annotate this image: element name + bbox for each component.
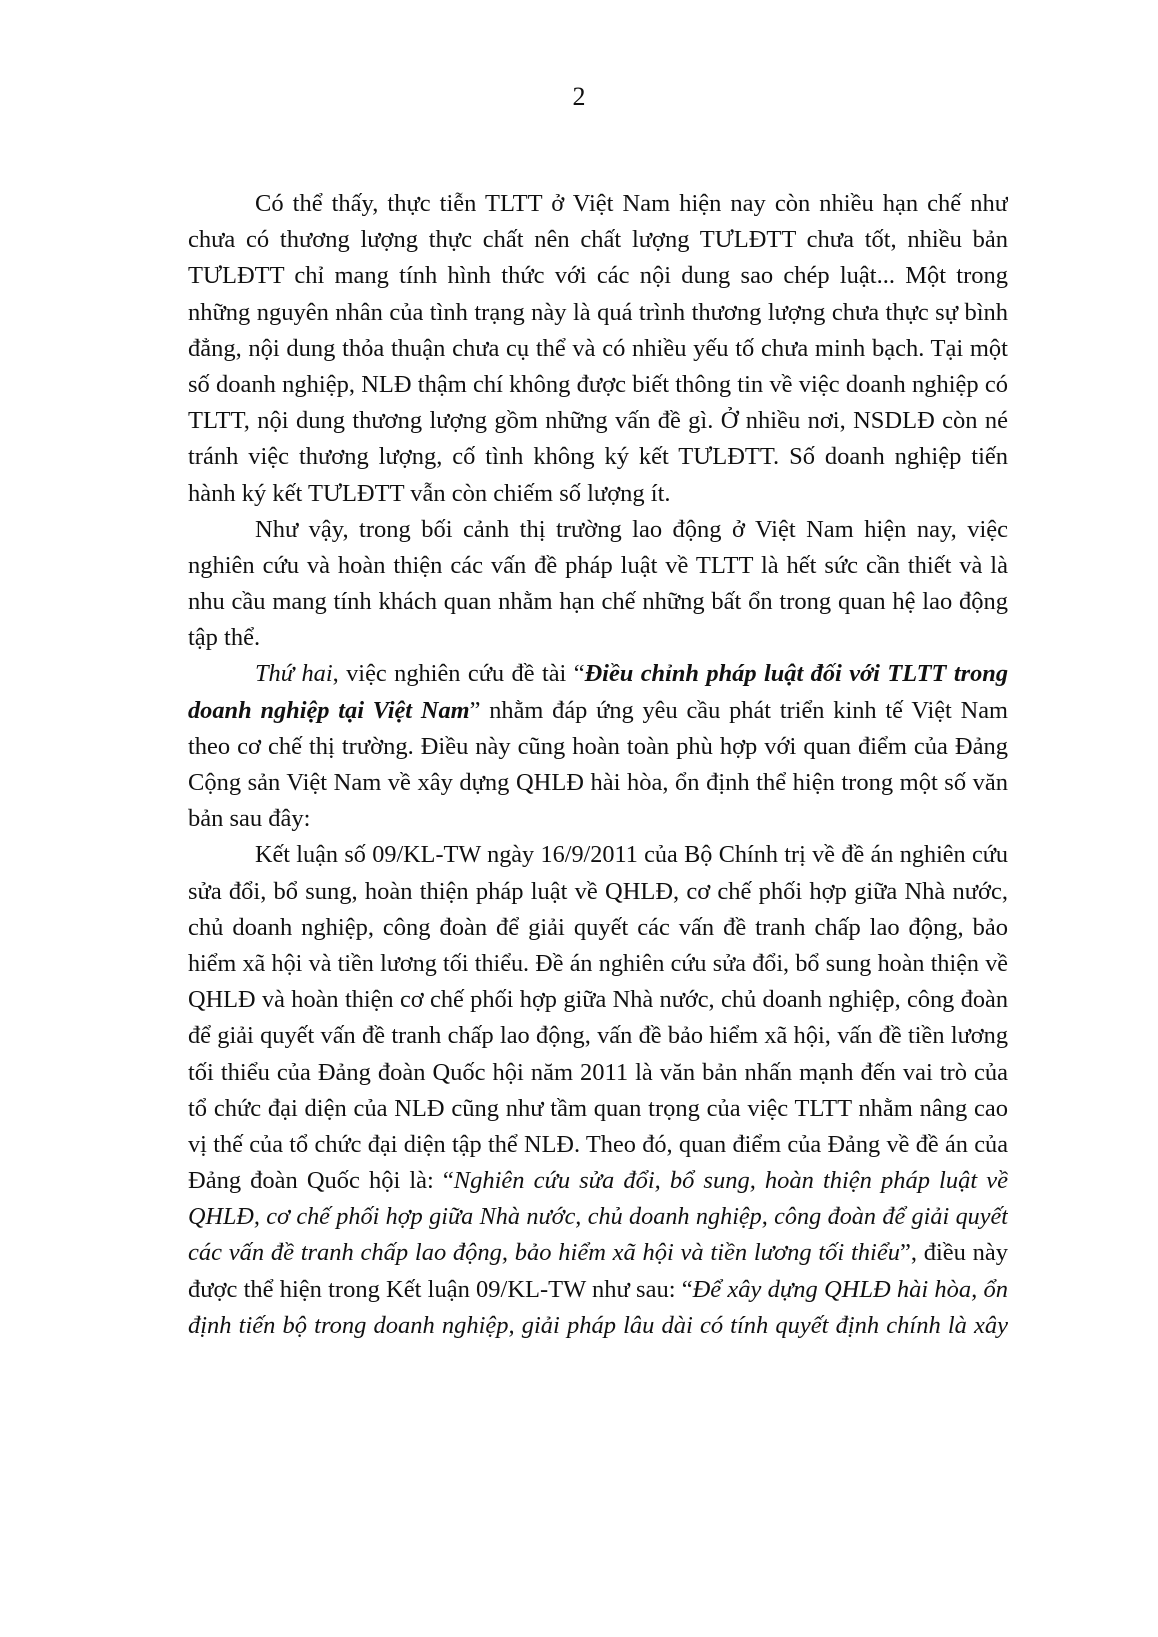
thesis-title-bold-italic: Điều chỉnh pháp luật đối với TLTT trong bbox=[584, 660, 1008, 688]
text-run: , việc nghiên cứu đề tài “ bbox=[332, 660, 585, 688]
text-run: ”, điều này bbox=[899, 1239, 1008, 1267]
text-run: chủ doanh nghiệp, công đoàn để giải quyết các vấn đề tranh chấp lao động, bảo bbox=[188, 913, 1008, 941]
text-line bbox=[188, 982, 1008, 1018]
text-run: Có thể thấy, thực tiễn TLTT ở Việt Nam hiện nay còn nhiều hạn chế như bbox=[255, 190, 1008, 217]
text-line bbox=[188, 693, 1008, 729]
text-run: tổ chức đại diện của NLĐ cũng như tầm quan trọng của việc TLTT nhằm nâng cao bbox=[188, 1094, 1008, 1122]
text-line bbox=[188, 1235, 1008, 1271]
thesis-title-bold-italic: doanh nghiệp tại Việt Nam bbox=[188, 696, 470, 724]
text-line bbox=[188, 765, 1008, 801]
text-run: những nguyên nhân của tình trạng này là quá trình thương lượng chưa thực sự bình bbox=[188, 298, 1008, 326]
text-run-italic: Thứ hai bbox=[255, 660, 333, 688]
text-run: số doanh nghiệp, NLĐ thậm chí không được biết thông tin về việc doanh nghiệp có bbox=[188, 370, 1008, 398]
text-run: QHLĐ và hoàn thiện cơ chế phối hợp giữa Nhà nước, chủ doanh nghiệp, công đoàn bbox=[188, 986, 1008, 1014]
text-run: Đảng đoàn Quốc hội là: “ bbox=[188, 1167, 454, 1195]
quote-italic: các vấn đề tranh chấp lao động, bảo hiểm xã hội và tiền lương tối thiểu bbox=[188, 1239, 900, 1267]
text-run: chưa có thương lượng thực chất nên chất lượng TƯLĐTT chưa tốt, nhiều bản bbox=[188, 226, 1008, 254]
text-line bbox=[188, 656, 1008, 692]
text-run: vị thế của tổ chức đại diện tập thể NLĐ. Theo đó, quan điểm của Đảng về đề án của bbox=[188, 1130, 1008, 1158]
text-run: đẳng, nội dung thỏa thuận chưa cụ thể và có nhiều yếu tố chưa minh bạch. Tại một bbox=[188, 334, 1008, 362]
text-line bbox=[188, 946, 1008, 982]
body-text bbox=[188, 186, 1008, 1344]
text-line bbox=[188, 222, 1008, 258]
text-run: TLTT, nội dung thương lượng gồm những vấn đề gì. Ở nhiều nơi, NSDLĐ còn né bbox=[188, 407, 1008, 435]
text-run: tối thiểu của Đảng đoàn Quốc hội năm 2011 là văn bản nhấn mạnh đến vai trò của bbox=[188, 1058, 1008, 1086]
text-run: tránh việc thương lượng, cố tình không ký kết TƯLĐTT. Số doanh nghiệp tiến bbox=[188, 443, 1008, 471]
text-line bbox=[188, 910, 1008, 946]
text-line bbox=[188, 439, 1008, 475]
text-run: hành ký kết TƯLĐTT vẫn còn chiếm số lượng ít. bbox=[188, 479, 671, 507]
text-run: hiểm xã hội và tiền lương tối thiểu. Đề án nghiên cứu sửa đổi, bổ sung hoàn thiện về bbox=[188, 950, 1008, 977]
text-run: Cộng sản Việt Nam về xây dựng QHLĐ hài hòa, ổn định thể hiện trong một số văn bbox=[188, 769, 1008, 796]
text-line bbox=[188, 367, 1008, 403]
text-run: tập thể. bbox=[188, 624, 261, 652]
text-run: Kết luận số 09/KL-TW ngày 16/9/2011 của Bộ Chính trị về đề án nghiên cứu bbox=[255, 841, 1008, 869]
text-line bbox=[188, 512, 1008, 548]
text-line bbox=[188, 1055, 1008, 1091]
text-run: nhu cầu mang tính khách quan nhằm hạn chế những bất ổn trong quan hệ lao động bbox=[188, 588, 1008, 616]
quote-italic: QHLĐ, cơ chế phối hợp giữa Nhà nước, chủ doanh nghiệp, công đoàn để giải quyết bbox=[188, 1203, 1008, 1231]
text-line bbox=[188, 1127, 1008, 1163]
text-line bbox=[188, 331, 1008, 367]
text-line bbox=[188, 1018, 1008, 1054]
text-line bbox=[188, 729, 1008, 765]
text-run: sửa đổi, bổ sung, hoàn thiện pháp luật về QHLĐ, cơ chế phối hợp giữa Nhà nước, bbox=[188, 877, 1008, 905]
text-run: để giải quyết vấn đề tranh chấp lao động, vấn đề bảo hiểm xã hội, vấn đề tiền lương bbox=[188, 1022, 1008, 1050]
text-line bbox=[188, 874, 1008, 910]
text-run: theo cơ chế thị trường. Điều này cũng hoàn toàn phù hợp với quan điểm của Đảng bbox=[188, 732, 1008, 760]
quote-italic: định tiến bộ trong doanh nghiệp, giải pháp lâu dài có tính quyết định chính là xây bbox=[188, 1311, 1008, 1339]
text-line bbox=[188, 837, 1008, 873]
text-line bbox=[188, 186, 1008, 222]
text-line bbox=[188, 548, 1008, 584]
text-run: Như vậy, trong bối cảnh thị trường lao động ở Việt Nam hiện nay, việc bbox=[255, 515, 1008, 543]
text-run: được thể hiện trong Kết luận 09/KL-TW như sau: “ bbox=[188, 1275, 693, 1303]
text-line bbox=[188, 403, 1008, 439]
page-number: 2 bbox=[572, 82, 586, 111]
text-line bbox=[188, 584, 1008, 620]
quote-italic: Nghiên cứu sửa đổi, bổ sung, hoàn thiện pháp luật về bbox=[453, 1167, 1008, 1195]
quote-italic: Để xây dựng QHLĐ hài hòa, ổn bbox=[692, 1275, 1008, 1303]
text-line bbox=[188, 1163, 1008, 1199]
text-line bbox=[188, 1272, 1008, 1308]
text-run: TƯLĐTT chỉ mang tính hình thức với các nội dung sao chép luật... Một trong bbox=[188, 262, 1008, 290]
text-line bbox=[188, 620, 1008, 656]
text-run: bản sau đây: bbox=[188, 805, 311, 833]
text-line bbox=[188, 1308, 1008, 1344]
text-run: nghiên cứu và hoàn thiện các vấn đề pháp luật về TLTT là hết sức cần thiết và là bbox=[188, 551, 1008, 579]
text-line bbox=[188, 476, 1008, 512]
text-line bbox=[188, 295, 1008, 331]
text-line bbox=[188, 801, 1008, 837]
text-line bbox=[188, 1199, 1008, 1235]
text-run: ” nhằm đáp ứng yêu cầu phát triển kinh tế Việt Nam bbox=[469, 696, 1008, 724]
text-line bbox=[188, 258, 1008, 294]
text-line bbox=[188, 1091, 1008, 1127]
